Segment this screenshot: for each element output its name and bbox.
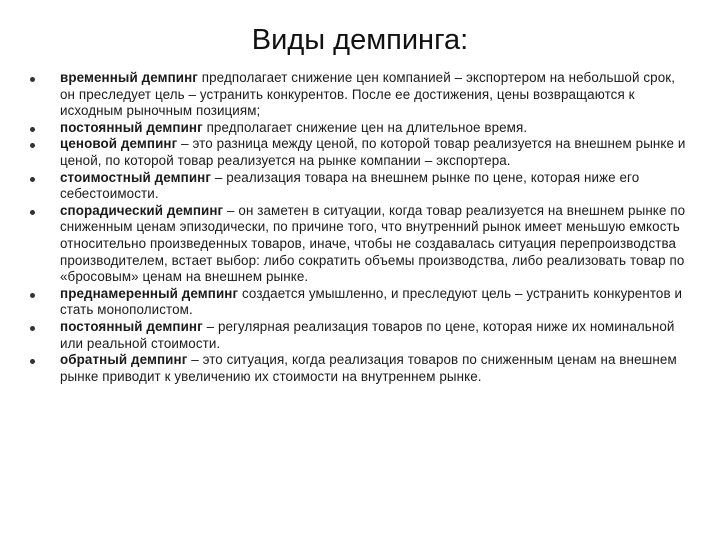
item-text: – он заметен в ситуации, когда товар реализуется на внешнем рынке по сниженным ценам эпизодически, по причине того, что внутренний рынок имеет меньшую емкость относительно произведенных товаров, иначе, чтобы не создавалась ситуация перепроизводства производителем, встает выбор: либо сократить объемы производства, либо реализовать товар по «бросовым» ценам на внешнем рынке. xyxy=(60,202,686,285)
list-item xyxy=(28,286,692,319)
bullet-icon xyxy=(30,127,35,132)
item-term: ценовой демпинг xyxy=(60,136,178,152)
item-text: – реализация товара на внешнем рынке по цене, которая ниже его себестоимости. xyxy=(60,169,640,202)
item-text: предполагает снижение цен на длительное время. xyxy=(202,119,528,135)
list-item xyxy=(28,203,692,286)
bullet-icon xyxy=(30,326,35,331)
list-item xyxy=(28,319,692,352)
bullet-icon xyxy=(30,359,35,364)
list-item xyxy=(28,352,692,385)
item-term: временный демпинг xyxy=(60,70,198,85)
item-term: постоянный демпинг xyxy=(60,318,203,334)
item-term: обратный демпинг xyxy=(60,352,188,368)
item-text: – это разница между ценой, по которой товар реализуется на внешнем рынке и ценой, по которой товар реализуется на рынке компании – экспортера. xyxy=(60,136,686,168)
item-term: преднамеренный демпинг xyxy=(60,285,239,301)
list-item xyxy=(28,70,692,120)
item-term: постоянный демпинг xyxy=(60,119,203,135)
bullet-icon xyxy=(30,210,35,215)
bullet-icon xyxy=(30,177,35,182)
item-term: спорадический демпинг xyxy=(60,202,224,218)
item-text: – регулярная реализация товаров по цене, которая ниже их номинальной или реальной стоимости. xyxy=(60,318,675,351)
list-item xyxy=(28,120,692,137)
list-item xyxy=(28,136,692,169)
bullet-icon xyxy=(30,143,35,148)
item-text: – это ситуация, когда реализация товаров по сниженным ценам на внешнем рынке приводит к увеличению их стоимости на внутреннем рынке. xyxy=(60,352,677,384)
list-item xyxy=(28,170,692,203)
item-term: стоимостный демпинг xyxy=(60,169,212,185)
item-text: предполагает снижение цен компанией – экспортером на небольшой срок, он преследует цель – устранить конкурентов. После ее достижения, цены возвращаются к исходным рыночным позициям; xyxy=(60,70,676,119)
slide-title: Виды демпинга: xyxy=(251,24,469,56)
item-text: создается умышленно, и преследуют цель – устранить конкурентов и стать монополистом. xyxy=(60,285,683,318)
bullet-icon xyxy=(30,77,35,82)
bullet-icon xyxy=(30,293,35,298)
dumping-types-list xyxy=(28,70,692,385)
